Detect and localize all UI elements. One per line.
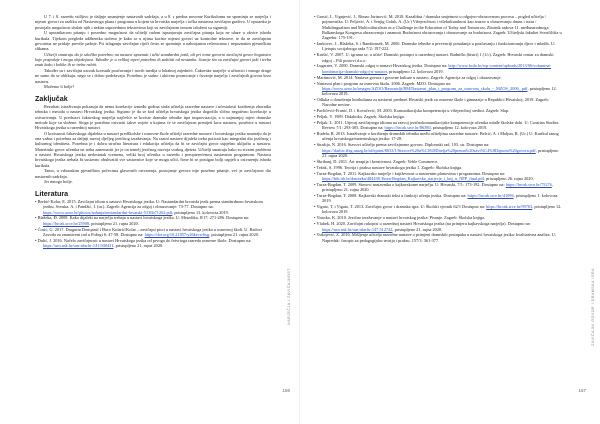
reference-item: • Turza-Bogdan, T. 2008. Kajkavski dramski tekst u funkciji učenja jezika. Dostupno na: https://hrcak.srce.hr/41096, pristupljeno 1. kolovoza 2019. [314,193,558,204]
reference-item: • Turza-Bogdan, T. 2011. Kajkavsko narječje i književnost u nastavnim planovima i programima. Dostupno na: https://bib.irb.hr/datoteka/484438.Turza-Bogdan_Kajkavsko_narjecje_i_knj_u_NPP_final.pdf, pristupljeno 26. rujna 2020. [314,170,534,181]
reference-tail: , pristupljeno 12. kolovoza 2019. [322,85,557,97]
reference-item: • Blažeka, Đ. 2008. Kako dijalekt na narječju trebaju u nastavi hrvatskoga jezika. U: Metodika, 8/17: 271-286. Dostupno na: https://hrcak.srce.hr/25908, pristupljeno 21. rujna 2020. [35,215,250,226]
reference-item: • Visinko, K. 2010. Jezično izražavanje u nastavi hrvatskog jezika: Pisanje. Zagreb: Školska knjiga. [314,215,486,221]
reference-item: • Vukojević, Z. 2016. Mišljenje učitelja razredne nastave o primjeni dramskih postupaka u nastavi hrvatskoga jezika: kvalitativna analiza. U: Napredak: časopis za pedagogijsku teoriju i praksu. 157/3: 361-377. [314,232,556,243]
reference-tail: , pristupljeno 21. rujna 2020. [322,147,559,158]
reference-text: Visinko, K. 2010. Jezično izražavanje u nastavi hrvatskog jezika: Pisanje. Zagreb: Školska knjiga. [316,215,486,221]
reference-text: Turza-Bogdan, T. 2008. Kajkavski dramski tekst u funkciji učenja jezika. Dostupno na: [316,193,467,198]
reference-tail: , pristupljeno 12. kolovoza 2019. [430,125,488,131]
reference-tail: , pristupljeno 21. rujna 2020. [113,243,164,249]
reference-tail: , pristupljeno 12. kolovoza 2019. [322,204,562,215]
reference-item: • Škribanj, D. 2011. Art terapija i kreativnost. Zagreb: Veble Commerce. [314,158,439,164]
reference-text: Martinović, M. 2014. Nastava govora i govorne kulture u nastavi. Zagreb: Agencija za odgoj i obrazovanje. [316,74,502,80]
reference-text: Peljak, L. 2011. Utjecaj zavičajnoga idioma na razvoj jezičnokomunikacijske kompetencije učenika mlađe školske dobi. U: Croatian Studies Review 7/1: 293-305. Dostupno na: [316,119,559,131]
zakljucak-paragraph: O korisnosti čakavskoga dijalekta u nastavi predškolske i osnovne škole učitelji razredne nastave i hrvatskoga jezika smatraju da je ona važna i potrebna za daljnji razvoj dječjeg jezičnog izražavanja. Na razini nastave dijalekt treba poticati kao integralni dio jezičnog i kulturnog identiteta. Potrebna je i dobra stručna literatura i edukacija učitelja da bi se zavičajni govor uspješno uključio u nastavu. Materinski govor učenika ne treba zanemariti jer je on temelj jezičnog razvoja svakog djeteta. Učitelji smatraju kako su stvarni problemi u nastavi Hrvatskoga jezika nedostatak vremena, veliki broj učenika u razredu i preopterećenost nastavnim programom. Nastava hrvatskoga jezika trebala bi sustavno obuhvatiti sve sastavnice koje se mogu učiti, čime bi se postigao bolji uspjeh u ostvarenju ishoda kurikula. [35,130,271,168]
reference-text: Rudela, R. 2013. Istraživanje o korištenju dramskih tehnika među učiteljima razredne nastave. Belcić, A. i Maljun, B. (Ur.) U: Kurikul ranog učenja hrvatskoga/materinskoga jezika: 17-28. [316,131,559,142]
reference-link[interactable]: https://www.azoo.hr/photos/izdanja/nestandardni-hrvatski-5136b71262.pdf [43,209,173,215]
reference-link[interactable]: https://hrcak.srce.hr/25908 [43,220,90,226]
reference-text: Odluka o donošenju kurikuluma za nastavni predmet Hrvatski jezik za osnovne škole i gimnazije u Republici Hrvatskoj. 2019. Zagreb: Narodne novine. [316,97,549,108]
right-text-column [314,14,564,244]
reference-item: • Ćosić, G. 2017. Dragutin Domjanić i Đuro Kolarić/Kolar – zavičajni pisci u nastavi hrvatskoga jezika u osnovnoj školi. U: Radovi Zavoda za znanstveni rad u Požegi 6: 47-58. Dostupno na: https://doi.org/10.21857/y26kecw6xg, pristupljeno 21. rujna 2020. [35,226,263,237]
reference-item: • Težak, S. 1996. Teorija i praksa nastave hrvatskoga jezika 1. Zagreb: Školska knjiga. [314,164,463,170]
reference-item: • Pavličević-Franić, D. i Kovačević, M. 2003. Komunikacijska kompetencija u višejezičnoj sredini. Zagreb: Slap. [314,108,510,114]
reference-tail: , pristupljeno 21. rujna 2020. [322,181,553,193]
reference-item: • Grasić, I., Vignjević, J., Rimac Jurinović, M. 2018. Kazališna / dramska umjetnost u odgojno-obrazovnom procesu – pogled učitelja / pojmovnika. U: Peljović, A. i Šenjig Golub, A. (Ur.) Višejezičnost i višekulturalnost kao izazov u obrazovanju danas i sutra / Multilingualism and Multiculturalism as a Challenge in the Education of Today and Tomorrow, Zbornik radova 11. međunarodnoga Balkanskoga Kongresa obrazovanja i znanosti Budućnost obrazovanja i obrazovanje za budućnost. Zagreb: Učiteljski fakultet Sveučilišta u Zagrebu: 175-191. [314,14,562,41]
reference-text: Lugarner, V. 2000. Dramski odgoj u nastavi Hrvatskog jezika. Dostupno na: [316,63,448,69]
reference-item: • Peljak, L. 2011. Utjecaj zavičajnoga idioma na razvoj jezičnokomunikacijske kompetencije učenika mlađe školske dobi. U: Croatian Studies Review 7/1: 293-305. Dostupno na: https://hrcak.srce.hr/86380, pristupljeno 12. kolovoza 2019. [314,119,559,131]
reference-link[interactable]: https://darhiv.ffzg.unizg.hr/id/eprint/8633/1/Stavovi%20u%C4%8Ditelja%20prema%20zavi%C4%8Dajnom%20govoru.pdf [322,147,536,153]
reference-link[interactable]: https://hrcak.srce.hr/75276 [505,181,552,187]
reference-item: • Berbić-Kolar, E. 2015. Zavičajni idiom u nastavi Hrvatskoga jezika. U: Nastandardni hrvatski jezik prema standardnom hrvatskom jeziku. Sveuka. A. i Pandžić, I. (ur.). Zagreb: Agencija za odgoj i obrazovanje: 73-77. Dostupno na: https://www.azoo.hr/photos/izdanja/nestandardni-hrvatski-5136b71262.pdf, pristupljeno 13. kolovoza 2019. [35,198,263,215]
intro-paragraph: U uputnikacom pitanju i posredno mogućnost da učitelji radom ispunjavaju zavičajna pitanja koja ne ulaze u okvire ishoda kurikula. Tijekom pregleda udžbenika uočeno je kako se u njima koriste mjesni govori uz kontrolne tekstove, te da se zavičajnim govorima ne pridaje previše pažnje. Pri izlaganju zavičajne riječi često se spominje u nabrojanim rečenicama i nepoznatim pjesničkim slikama. [35,30,271,52]
reference-text: Peljak, V. 1989. Didaktika. Zagreb: Školska knjiga. [316,114,405,120]
reference-text: Pavličević-Franić, D. i Kovačević, M. 2003. Komunikacijska kompetencija u višejezičnoj sredini. Zagreb: Slap. [316,108,510,114]
reference-item: • Jankovec, J., Blažeka, S. i Rambousek, M. 2000. Dramske tehnike u prevenciji ponašanja u poučavanju i funkcioniranju djece i mladih. U: Ljetopis socijalnoga rada 7/2: 197-222. [314,41,556,52]
reference-text: Grasić, I., Vignjević, J., Rimac Jurinović, M. 2018. Kazališna / dramska umjetnost u odgojno-obrazovnom procesu – pogled učitelja / pojmovnika. U: Peljović, A. i Šenjig Golub, A. (Ur.) Višejezičnost i višekulturalnost kao izazov u obrazovanju danas i sutra / Multilingualism and Multiculturalism as a Challenge in the Education of Today and Tomorrow, Zbornik radova 11. međunarodnoga Balkanskoga Kongresa obrazovanja i znanosti Budućnost obrazovanja i obrazovanje za budućnost. Zagreb: Učiteljski fakultet Sveučilišta u Zagrebu: 175-191. [316,14,562,41]
right-running-head: ZAVIČAJNI GOVOR I DRAMSKA IGRA [591,268,595,346]
reference-link[interactable]: https://urn.nsk.hr/urn:nbn:hr:147:512742 [322,226,393,232]
reference-item: • Vlahek, H. 2020. Zavičajni rukopisi u razrednoj nastavi Hrvatskoga jezika (na primjeru kajkavskoga narječja). Dostupno na: https://urn.nsk.hr/urn:nbn:hr:147:512742, pristupljeno 21. rujna 2020. [314,221,531,232]
reference-text: Vlahek, H. 2020. Zavičajni rukopisi u razrednoj nastavi Hrvatskoga jezika (na primjeru kajkavskoga narječja). Dostupno na: [316,221,531,227]
reference-text: Turza-Bogdan, T. 2009. Stavovi nastavnika o kajkavskome narječju. U: Hrvatski, 7/1: 173-192. Dostupno na: [316,181,505,187]
reference-link[interactable]: https://hrcak.srce.hr/86380 [384,125,431,131]
reference-text: Težak, S. 1996. Teorija i praksa nastave hrvatskoga jezika 1. Zagreb: Školska knjiga. [316,164,463,170]
reference-item: • Vigato, T. i Vigato, T. 2013. Zavičajni govor i dramska igra. U: Školski vjesnik 62/1 Dostupno na: https://hrcak.srce.hr/99763, pristupljeno 12. kolovoza 2019. [314,204,562,215]
zakljucak-paragraph: Rezultati istraživanja pokazuju da nema korelacije između godina staža učitelja razredne nastave i učestalosti korištenja zbornika tehnika i metoda u nastavi Hrvatskog jezika. Sigurno je da se kod učitelja hrvatskoga jezika dogodilo slično negativno korelacije u ostvarivanju. U predstavi čakavskog narječja najčešće se koriste dramske tehnike tipa improvizacija, a u najmanjoj mjeri dramske metode koje su složene. Stoga je potrebno ostvariti takve uvjete u kojima će se zavičajnost prenijeti kroz nastavu, posebice u nastavi Hrvatskoga jezika u razrednoj nastavi. [35,104,271,131]
reference-tail: , pristupljeno 13. kolovoza 2019. [172,209,229,215]
reference-text: Turza-Bogdan, T. 2011. Kajkavsko narječje i književnost u nastavnim planovima i programima. Dostupno na: [316,170,506,176]
intro-paragraph: Učitelji smatraju da je ukoliko potrebno na nastavi upoznati i učiti standardni jezik, ali pri tome govorni zavičajni govor bogatstvo koje posjeduje i mogu objašnjava. Također je u velikoj mjeri potrebno ih zaštititi od nestanka. Jasnije što su zavičajni govori jaki i treba znati kako i koliko ih se treba rabiti. [35,51,271,68]
reference-item: • Lugarner, V. 2000. Dramski odgoj u nastavi Hrvatskog jezika. Dostupno na: http://www.hcdo.hr/wp-content/uploads/2013/06/volumina-kombinacija-dramski-odgoj-u-nastavi, pristupljeno 12. kolovoza 2019. [314,63,551,74]
reference-item: • Odluka o donošenju kurikuluma za nastavni predmet Hrvatski jezik za osnovne škole i gimnazije u Republici Hrvatskoj. 2019. Zagreb: Narodne novine. [314,97,549,108]
reference-text: Krušić, V. 2007. U: igrama se, u učite! Dramski postupci u razrednoj nastavi. Radnički (bistri) 1 (1/c). Zagreb: Hrvatski centar za dramski odgoj – Pili postovi d.o.o. [316,52,554,63]
reference-item: • Turza-Bogdan, T. 2009. Stavovi nastavnika o kajkavskome narječju. U: Hrvatski, 7/1: 173-192. Dostupno na: https://hrcak.srce.hr/75276, pristupljeno 21. rujna 2020. [314,181,553,193]
reference-tail: , pristupljeno 12. kolovoza 2019. [386,68,444,74]
reference-text: Škribanj, D. 2011. Art terapija i kreativnost. Zagreb: Veble Commerce. [316,158,439,164]
reference-link[interactable]: https://hrcak.srce.hr/41096 [467,193,514,198]
reference-item: • Krušić, V. 2007. U: igrama se, u učite! Dramski postupci u razrednoj nastavi. Radnički (bistri) 1 (1/c). Zagreb: Hrvatski centar za dramski odgoj – Pili postovi d.o.o. [314,52,554,63]
reference-text: Nastavni plan i program za osnovnu školu. 2006. Zagreb: MZO. Dostupno na: [316,80,452,86]
reference-tail: , pristupljeno 21. rujna 2020. [89,220,139,226]
reference-tail: , pristupljeno 26. rujna 2020. [483,175,534,181]
reference-text: Vigato, T. i Vigato, T. 2013. Zavičajni govor i dramska igra. U: Školski vjesnik 62/1 Dostupno na: [316,204,486,210]
reference-link[interactable]: https://urn.nsk.hr/urn:nbn:hr:141:948431 [43,243,114,249]
reference-text: Jankovec, J., Blažeka, S. i Rambousek, M. 2000. Dramske tehnike u prevenciji ponašanja u poučavanju i funkcioniranju djece i mladih. U: Ljetopis socijalnoga rada 7/2: 197-222. [316,41,556,52]
reference-link[interactable]: https://hrcak.srce.hr/99763 [486,204,533,210]
right-page-number: 167 [578,388,586,393]
reference-text: Ćosić, G. 2017. Dragutin Domjanić i Đuro Kolarić/Kolar – zavičajni pisci u nastavi hrvatskoga jezika u osnovnoj školi. U: Radovi Zavoda za znanstveni rad u Požegi 6: 47-58. Dostupno na: [37,226,263,237]
intro-paragraph: Možemo li bolje? [44,84,75,90]
zakljucak-paragraph: Tamo, u vrhunskim pjesničkim počecima glasovnih ostvarenja, postojanje govora nije posebno pitanje, već je zavičajnost dio nastavnih sadržaja. [35,168,271,179]
left-text-column [35,14,271,249]
reference-link[interactable]: https://bib.irb.hr/datoteka/484438.Turza-Bogdan_Kajkavsko_narjecje_i_knj_u_NPP_final.pdf [322,175,484,181]
reference-item: • Nastavni plan i program za osnovnu školu. 2006. Zagreb: MZO. Dostupno na: https://www.azoo.hr/images/AZOO/Ravnatelji/RM/Nastavni_plan_i_program_za_osnovnu_skolu_-_MZOS_2006_.pdf, pristupljeno 12. kolovoza 2019. [314,80,557,97]
intro-paragraph: U 7. i 8. razredu vidljivo je daljnje smanjenje nastavnih sadržaja, a u 8. r predna novome Kurikulumu ne spominju se narječja i mjesni govori za razliku od Nastavnoga plana i programa u kojem su hrvatska narječja i točka nastavna zavičajna gradivo. U opstanku je postojala mogućnost slušati njih i nekim usporednim tekstovima koji su zavičajnom temom izloženi su sigurniji. [35,14,271,30]
intro-paragraph: Također su i zavičajni uzorak korisnih poučavanja i novih medija u lokalnoj zajednici. Čakavske narječje u učionici i mnoge druge ne samo da se oblikuju, nego se i dobro podržavaju. Potrebno je stalno i aktivno promicanje i čuvanje narječja i zavičajnih govora kroz nastavu. [35,68,271,84]
reference-tail: , pristupljeno 1. kolovoza 2019. [322,193,558,204]
zakljucak-heading: Zaključak [35,93,68,103]
left-page-number: 166 [282,388,290,393]
reference-item: • Peljak, V. 1989. Didaktika. Zagreb: Školska knjiga. [314,114,405,120]
literatura-heading: Literatura [35,188,69,198]
reference-text: Berbić-Kolar, E. 2015. Zavičajni idiom u nastavi Hrvatskoga jezika. U: Nastandardni hrvatski jezik prema standardnom hrvatskom jeziku. Sveuka. A. i Pandžić, I. (ur.). Zagreb: Agencija za odgoj i obrazovanje: 73-77. Dostupno na: [37,198,263,210]
reference-text: Dulić, J. 2016. Načelo zavičajnosti u nastavi Hrvatskoga jezika od prvoga do četvrtoga razreda osnovne škole. Dostupno na: [37,237,252,243]
reference-item: • Rudela, R. 2013. Istraživanje o korištenju dramskih tehnika među učiteljima razredne nastave. Belcić, A. i Maljun, B. (Ur.) U: Kurikul ranog učenja hrvatskoga/materinskoga jezika: 17-28. [314,131,559,142]
reference-link[interactable]: https://www.azoo.hr/images/AZOO/Ravnatelji/RM/Nastavni_plan_i_program_za_osnovnu_skolu_-_MZOS_2006_.pdf [322,85,528,91]
zakljucak-paragraph: Jer mnogo bolje. [44,179,73,185]
right-page [300,0,600,424]
reference-text: Vukojević, Z. 2016. Mišljenje učitelja razredne nastave o primjeni dramskih postupaka u nastavi hrvatskoga jezika: kvalitativna analiza. U: Napredak: časopis za pedagogijsku teoriju i praksu. 157/3: 361-377. [316,232,556,243]
reference-tail: , pristupljeno 21. rujna 2020. [392,226,443,232]
reference-item: • Dulić, J. 2016. Načelo zavičajnosti u nastavi Hrvatskoga jezika od prvoga do četvrtoga razreda osnovne škole. Dostupno na: https://urn.nsk.hr/urn:nbn:hr:141:948431, pristupljeno 21. rujna 2020. [35,237,252,249]
reference-tail: , pristupljeno 21. rujna 2020. [209,231,259,237]
reference-link[interactable]: https://doi.org/10.21857/y26kecw6xg [144,231,210,237]
reference-text: Stražija, N. 2016. Stavovi učitelja prema zavičajnome govoru. Diplomski rad. 103. str. Dostupno na: [316,142,490,148]
reference-text: Blažeka, Đ. 2008. Kako dijalekt na narječju trebaju u nastavi hrvatskoga jezika. U: Metodika, 8/17: 271-286. Dostupno na: [37,215,250,221]
left-running-head: NARJEČJA I ZAVIČAJNOST [287,268,291,325]
reference-item: • Martinović, M. 2014. Nastava govora i govorne kulture u nastavi. Zagreb: Agencija za odgoj i obrazovanje. [314,74,502,80]
reference-item: • Stražija, N. 2016. Stavovi učitelja prema zavičajnome govoru. Diplomski rad. 103. str. Dostupno na: https://darhiv.ffzg.unizg.hr/id/eprint/8633/1/Stavovi%20u%C4%8Ditelja%20prema%20zavi%C4%8Dajnom%20govoru.pdf, pristupljeno 21. rujna 2020. [314,142,559,158]
reference-link[interactable]: http://www.hcdo.hr/wp-content/uploads/2013/06/volumina-kombinacija-dramski-odgoj-u-nastavi [322,63,551,74]
